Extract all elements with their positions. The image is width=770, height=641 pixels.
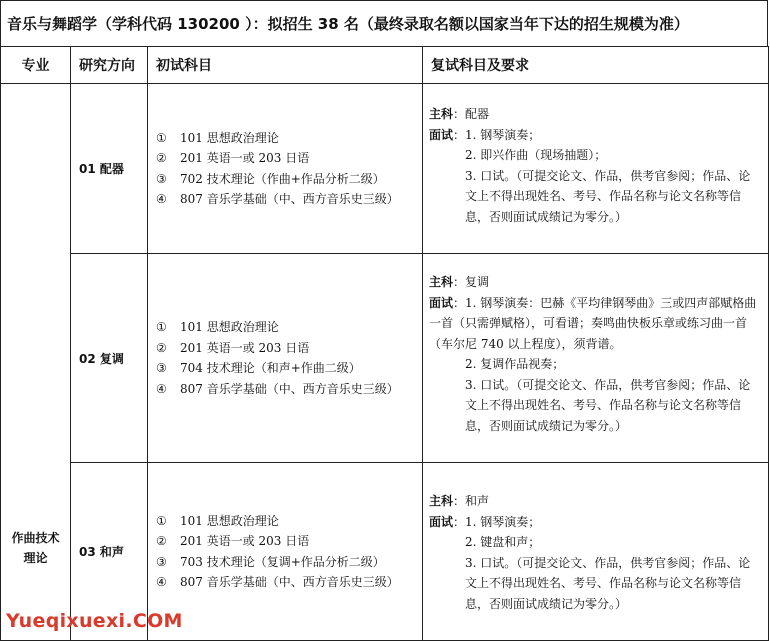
- direction-cell: 02 复调: [71, 254, 148, 463]
- subject-number: ②: [156, 534, 167, 548]
- header-retest-requirements: 复试科目及要求: [423, 47, 769, 84]
- subject-item: [156, 511, 422, 532]
- interview-item: [429, 512, 762, 533]
- interview-label: 面试: [429, 514, 454, 529]
- interview-item-text: ：1. 钢琴演奏；: [453, 127, 541, 142]
- subject-text: 201 英语一或 203 日语: [180, 534, 310, 548]
- interview-item: 3. 口试。（可提交论文、作品，供考官参阅；作品、论文上不得出现姓名、考号、作品名称与论文名称等信息，否则面试成绩记为零分。）: [465, 555, 751, 611]
- main-subject-label: 主科: [429, 275, 454, 289]
- subject-text: 807 音乐学基础（中、西方音乐史三级）: [180, 381, 399, 396]
- major-name-line: 作曲技术: [11, 531, 60, 545]
- table-row: [1, 254, 769, 463]
- major-name-line: 理论: [23, 551, 48, 565]
- subject-text: 101 思想政治理论: [180, 513, 279, 528]
- subject-number: ③: [156, 361, 167, 375]
- subject-number: ②: [156, 151, 167, 165]
- main-subject-label: 主科: [429, 494, 454, 508]
- initial-subjects-cell: [148, 84, 423, 254]
- main-subject-separator: ：: [453, 107, 466, 121]
- subject-item: [156, 358, 422, 379]
- main-subject-value: 配器: [465, 107, 490, 121]
- subject-item: [156, 169, 422, 190]
- subject-number: ①: [156, 130, 167, 145]
- subject-text: 702 技术理论（作曲+作品分析二级）: [180, 171, 385, 186]
- interview-item: 2. 即兴作曲（现场抽题）；: [465, 148, 607, 162]
- main-subject-separator: ：: [453, 494, 466, 508]
- header-row: [1, 47, 769, 84]
- main-subject-value: 复调: [465, 275, 490, 289]
- admission-table: [0, 46, 769, 641]
- interview-item: 2. 复调作品视奏；: [465, 357, 565, 371]
- main-subject-line: [429, 272, 762, 293]
- subject-text: 703 技术理论（复调+作品分析二级）: [180, 554, 385, 569]
- subject-number: ①: [156, 513, 167, 528]
- subject-number: ④: [156, 575, 167, 589]
- interview-item-text: ：1. 钢琴演奏；: [453, 514, 541, 529]
- table-row: [1, 84, 769, 254]
- retest-requirements-cell: [423, 463, 769, 641]
- subject-item: [156, 189, 422, 210]
- main-subject-label: 主科: [429, 107, 454, 121]
- subject-text: 101 思想政治理论: [180, 130, 279, 145]
- header-direction: 研究方向: [71, 47, 148, 84]
- direction-cell: 01 配器: [71, 84, 148, 254]
- interview-item-text: ：1. 钢琴演奏：巴赫《平均律钢琴曲》三或四声部赋格曲一首（只需弹赋格），可看谱；奏鸣曲快板乐章或练习曲一首（车尔尼 740 以上程度），须背谱。: [429, 295, 757, 351]
- subject-item: [156, 572, 422, 593]
- subject-item: [156, 379, 422, 400]
- subject-item: [156, 148, 422, 169]
- subject-number: ④: [156, 192, 167, 206]
- direction-cell: 03 和声: [71, 463, 148, 641]
- interview-item: [429, 125, 762, 146]
- subject-text: 807 音乐学基础（中、西方音乐史三级）: [180, 575, 399, 589]
- retest-requirements-cell: [423, 84, 769, 254]
- initial-subjects-cell: [148, 463, 423, 641]
- major-cell: [1, 84, 71, 641]
- subject-number: ③: [156, 171, 167, 186]
- subject-text: 201 英语一或 203 日语: [180, 151, 310, 165]
- subject-item: [156, 338, 422, 359]
- subject-text: 101 思想政治理论: [180, 320, 279, 334]
- main-subject-line: [429, 104, 762, 125]
- site-watermark: Yueqixuexi.COM: [6, 610, 183, 632]
- subject-item: [156, 531, 422, 552]
- header-initial-subjects: 初试科目: [148, 47, 423, 84]
- header-major: 专业: [1, 47, 71, 84]
- main-subject-value: 和声: [465, 494, 490, 508]
- subject-text: 201 英语一或 203 日语: [180, 340, 310, 355]
- interview-item: [429, 293, 762, 355]
- subject-number: ①: [156, 320, 167, 334]
- interview-label: 面试: [429, 127, 454, 142]
- subject-number: ③: [156, 554, 167, 569]
- subject-text: 704 技术理论（和声+作曲二级）: [180, 361, 361, 375]
- subject-text: 807 音乐学基础（中、西方音乐史三级）: [180, 192, 399, 206]
- interview-label: 面试: [429, 295, 454, 310]
- subject-number: ②: [156, 340, 167, 355]
- page-title: 音乐与舞蹈学（学科代码 130200 ）：拟招生 38 名（最终录取名额以国家当年下达的招生规模为准）: [0, 0, 768, 47]
- subject-item: [156, 317, 422, 338]
- main-subject-line: [429, 491, 762, 512]
- subject-item: [156, 128, 422, 149]
- subject-item: [156, 552, 422, 573]
- main-subject-separator: ：: [453, 275, 466, 289]
- interview-item: 2. 键盘和声；: [465, 535, 541, 549]
- initial-subjects-cell: [148, 254, 423, 463]
- interview-item: 3. 口试。（可提交论文、作品，供考官参阅；作品、论文上不得出现姓名、考号、作品名称与论文名称等信息，否则面试成绩记为零分。）: [465, 168, 751, 224]
- subject-number: ④: [156, 381, 167, 396]
- retest-requirements-cell: [423, 254, 769, 463]
- interview-item: 3. 口试。（可提交论文、作品，供考官参阅；作品、论文上不得出现姓名、考号、作品名称与论文名称等信息，否则面试成绩记为零分。）: [465, 377, 751, 433]
